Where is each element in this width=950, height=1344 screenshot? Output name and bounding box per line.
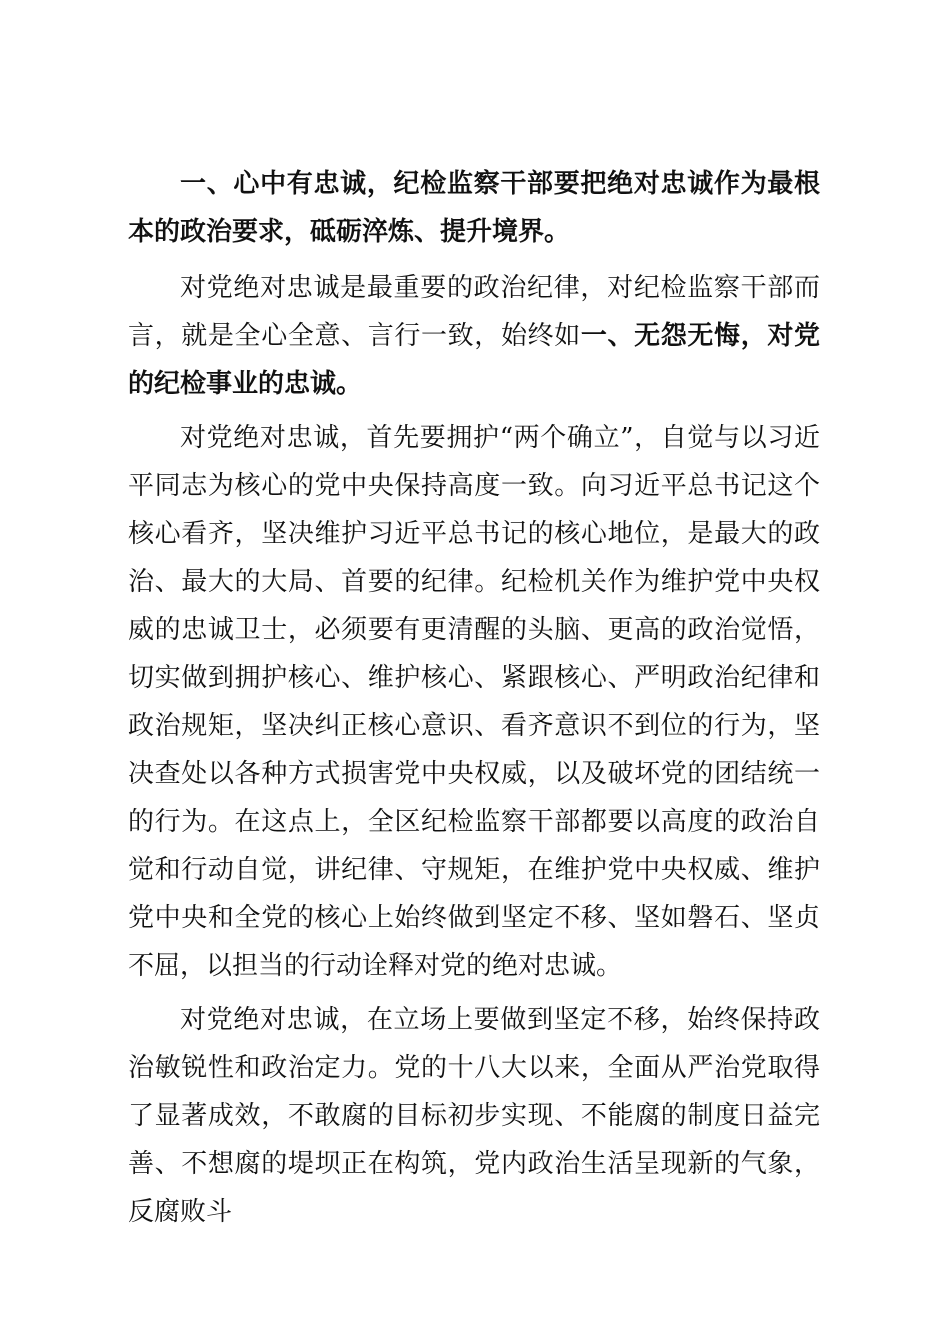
document-body [128, 160, 820, 1242]
section-heading: 一、心中有忠诚，纪检监察干部要把绝对忠诚作为最根本的政治要求，砥砺淬炼、提升境界。 [128, 169, 820, 247]
paragraph-1-bold-text: 一、无怨无悔，对党的纪检事业的忠诚。 [128, 321, 820, 399]
paragraph-3: 对党绝对忠诚，在立场上要做到坚定不移，始终保持政治敏锐性和政治定力。党的十八大以来，全面从严治党取得了显著成效，不敢腐的目标初步实现、不能腐的制度日益完善、不想腐的堤坝正在构筑，党内政治生活呈现新的气象，反腐败斗 [128, 1005, 820, 1227]
paragraph-1 [128, 264, 820, 408]
paragraph-2: 对党绝对忠诚，首先要拥护“两个确立”，自觉与以习近平同志为核心的党中央保持高度一致。向习近平总书记这个核心看齐，坚决维护习近平总书记的核心地位，是最大的政治、最大的大局、首要的纪律。纪检机关作为维护党中央权威的忠诚卫士，必须要有更清醒的头脑、更高的政治觉悟，切实做到拥护核心、维护核心、紧跟核心、严明政治纪律和政治规矩，坚决纠正核心意识、看齐意识不到位的行为，坚决查处以各种方式损害党中央权威，以及破坏党的团结统一的行为。在这点上，全区纪检监察干部都要以高度的政治自觉和行动自觉，讲纪律、守规矩，在维护党中央权威、维护党中央和全党的核心上始终做到坚定不移、坚如磐石、坚贞不屈，以担当的行动诠释对党的绝对忠诚。 [128, 423, 820, 981]
paragraph-1-text: 对党绝对忠诚是最重要的政治纪律，对纪检监察干部而言，就是全心全意、言行一致，始终如 [128, 273, 820, 351]
